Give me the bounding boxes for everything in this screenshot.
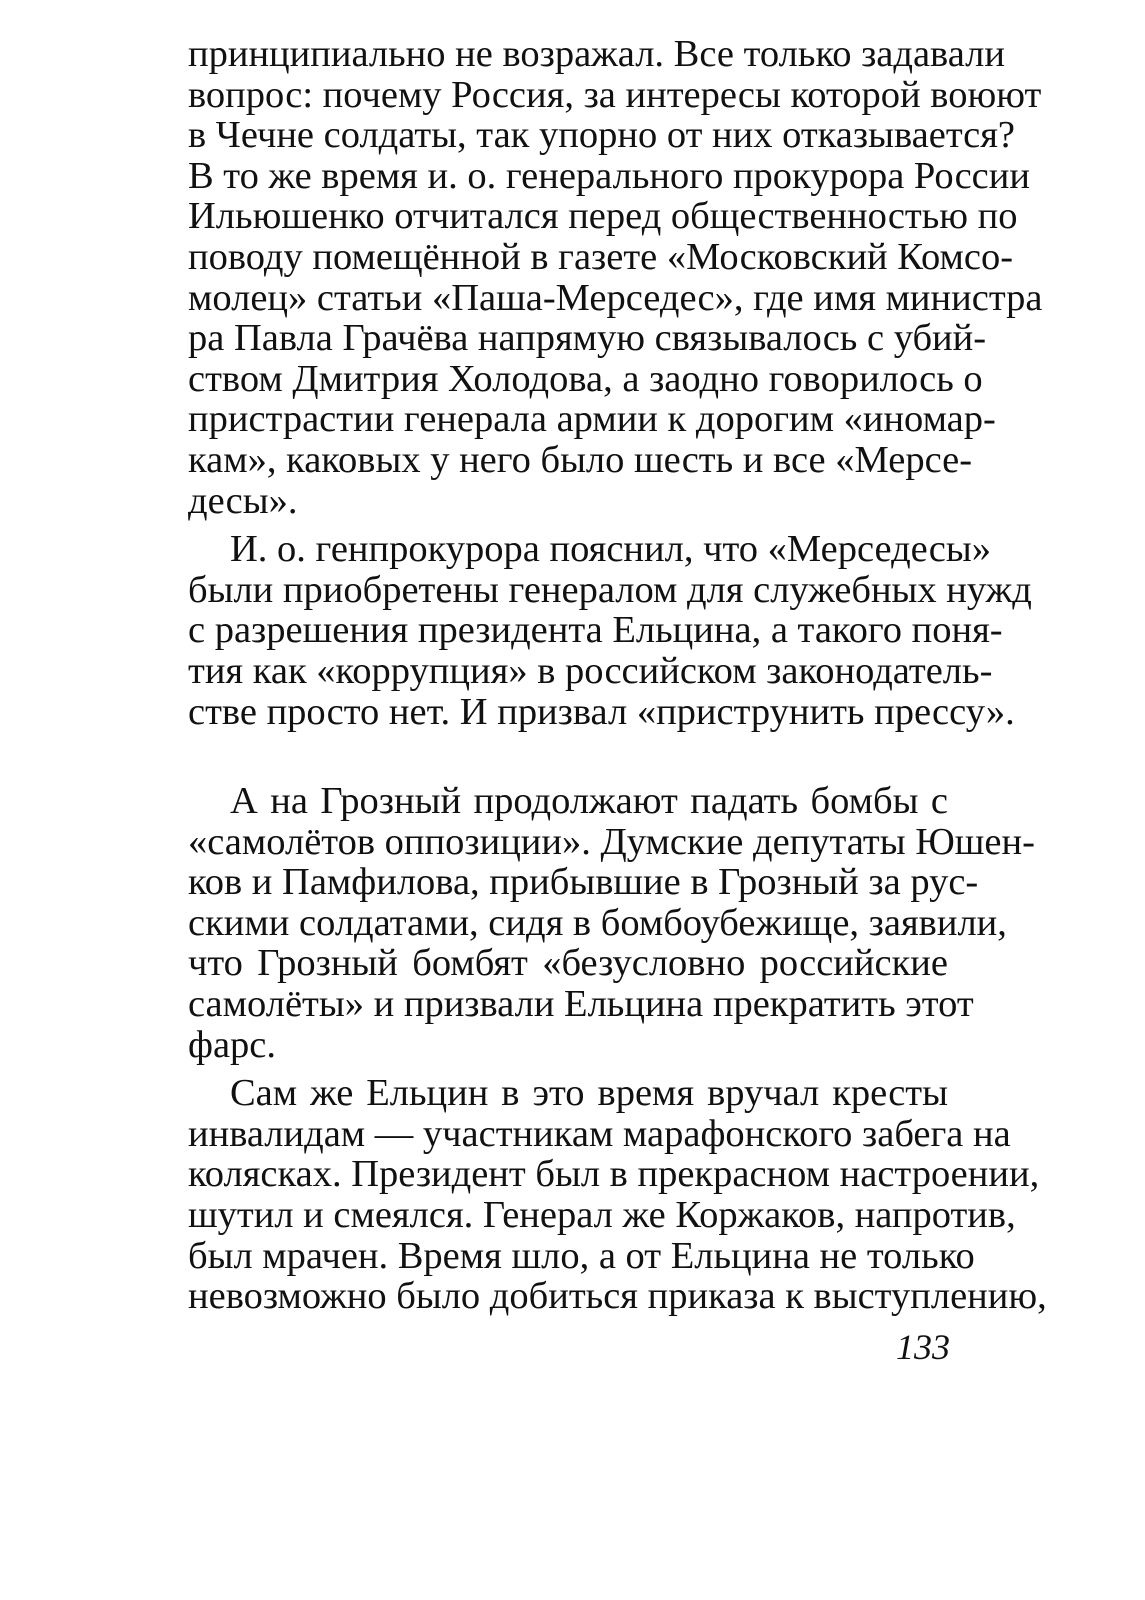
page-number: 133 bbox=[896, 1327, 950, 1367]
text-line: были приобретены генералом для служебных нужд bbox=[188, 568, 1032, 611]
text-line: ством Дмитрия Холодова, а заодно говорилось о bbox=[188, 357, 983, 400]
text-line: стве просто нет. И призвал «приструнить прессу». bbox=[188, 690, 1015, 733]
text-line: десы». bbox=[188, 479, 298, 522]
text-line: пристрастии генерала армии к дорогим «иномар- bbox=[188, 398, 996, 441]
text-line: ков и Памфилова, прибывшие в Грозный за рус- bbox=[188, 861, 979, 904]
text-line: колясках. Президент был в прекрасном настроении, bbox=[188, 1153, 1040, 1196]
paragraph-2 bbox=[188, 528, 1032, 733]
text-line: молец» статьи «Паша-Мерседес», где имя министра bbox=[188, 276, 1043, 319]
text-line: в Чечне солдаты, так упорно от них отказывается? bbox=[188, 114, 1015, 157]
text-line: невозможно было добиться приказа к выступлению, bbox=[188, 1275, 1047, 1318]
text-line: самолёты» и призвали Ельцина прекратить этот bbox=[188, 983, 974, 1026]
body-text bbox=[188, 33, 1047, 1318]
text-line: был мрачен. Время шло, а от Ельцина не только bbox=[188, 1234, 975, 1277]
paragraph-4 bbox=[188, 1072, 1047, 1318]
text-line: с разрешения президента Ельцина, а такого поня- bbox=[188, 609, 1003, 652]
text-line: инвалидам — участникам марафонского забега на bbox=[188, 1112, 1011, 1155]
text-line: кам», каковых у него было шесть и все «Мерсе- bbox=[188, 438, 973, 481]
text-line: Сам же Ельцин в это время вручал кресты bbox=[230, 1072, 948, 1115]
text-line: «самолётов оппозиции». Думские депутаты Юшен- bbox=[188, 820, 1035, 863]
text-line: вопрос: почему Россия, за интересы которой воюют bbox=[188, 73, 1042, 116]
text-line: принципиально не возражал. Все только задавали bbox=[188, 33, 1005, 75]
text-line: скими солдатами, сидя в бомбоубежище, заявили, bbox=[188, 901, 1007, 944]
section-gap bbox=[188, 732, 948, 781]
text-line: поводу помещённой в газете «Московский Комсо- bbox=[188, 235, 1014, 278]
text-line: тия как «коррупция» в российском законодатель- bbox=[188, 649, 993, 692]
paragraph-3 bbox=[188, 780, 1035, 1066]
text-line: В то же время и. о. генерального прокурора России bbox=[188, 154, 1030, 197]
paragraph-1 bbox=[188, 33, 1043, 522]
text-line: что Грозный бомбят «безусловно российские bbox=[188, 942, 948, 985]
text-line: фарс. bbox=[188, 1023, 276, 1066]
text-line: А на Грозный продолжают падать бомбы с bbox=[230, 780, 948, 823]
bleed-through-text bbox=[175, 1285, 955, 1309]
text-line: ра Павла Грачёва напрямую связывалось с убий- bbox=[188, 317, 987, 360]
text-line: шутил и смеялся. Генерал же Коржаков, напротив, bbox=[188, 1194, 1016, 1237]
text-line: И. о. генпрокурора пояснил, что «Мерседесы» bbox=[230, 528, 991, 571]
text-line: Ильюшенко отчитался перед общественностью по bbox=[188, 195, 1018, 238]
